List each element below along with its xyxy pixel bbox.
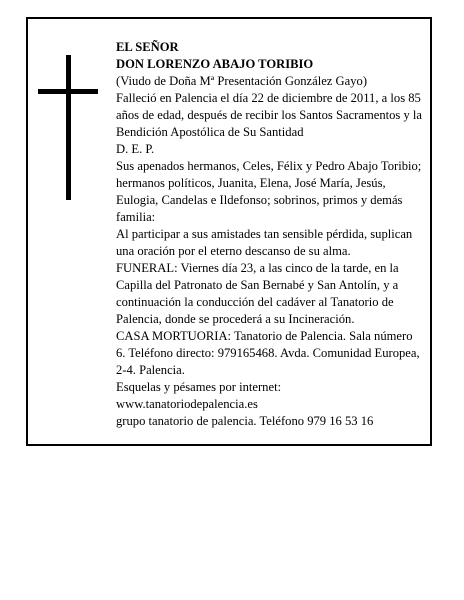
rip-line: D. E. P. — [116, 142, 155, 156]
deceased-name: DON LORENZO ABAJO TORIBIO — [116, 57, 314, 71]
cross-horizontal-bar — [38, 89, 98, 94]
website-line: www.tanatoriodepalencia.es — [116, 397, 258, 411]
widow-line: (Viudo de Doña Mª Presentación González Gayo) — [116, 74, 368, 88]
request-paragraph: Al participar a sus amistades tan sensible pérdida, suplican una oración por el eterno descanso de su alma. — [116, 227, 413, 258]
mortuary-paragraph: CASA MORTUORIA: Tanatorio de Palencia. Sala número 6. Teléfono directo: 979165468. Avda. Comunidad Europea, 2-4. Palencia. — [116, 329, 420, 377]
notice-title: EL SEÑOR — [116, 40, 179, 54]
internet-line: Esquelas y pésames por internet: — [116, 380, 282, 394]
notice-text — [116, 39, 424, 430]
footer-line: grupo tanatorio de palencia. Teléfono 979 16 53 16 — [116, 414, 374, 428]
latin-cross-icon — [38, 55, 98, 200]
family-paragraph: Sus apenados hermanos, Celes, Félix y Pedro Abajo Toribio; hermanos políticos, Juanita, Elena, José María, Jesús, Eulogia, Candelas e Ildefonso; sobrinos, primos y demás familia: — [116, 159, 422, 224]
cross-vertical-bar — [66, 55, 71, 200]
death-paragraph: Falleció en Palencia el día 22 de diciembre de 2011, a los 85 años de edad, después de recibir los Santos Sacramentos y la Bendición Apostólica de Su Santidad — [116, 91, 423, 139]
obituary-notice — [26, 17, 432, 446]
funeral-paragraph: FUNERAL: Viernes día 23, a las cinco de la tarde, en la Capilla del Patronato de San Bernabé y San Antolín, y a continuación la conducción del cadáver al Tanatorio de Palencia, donde se procederá a su Incineración. — [116, 261, 399, 326]
